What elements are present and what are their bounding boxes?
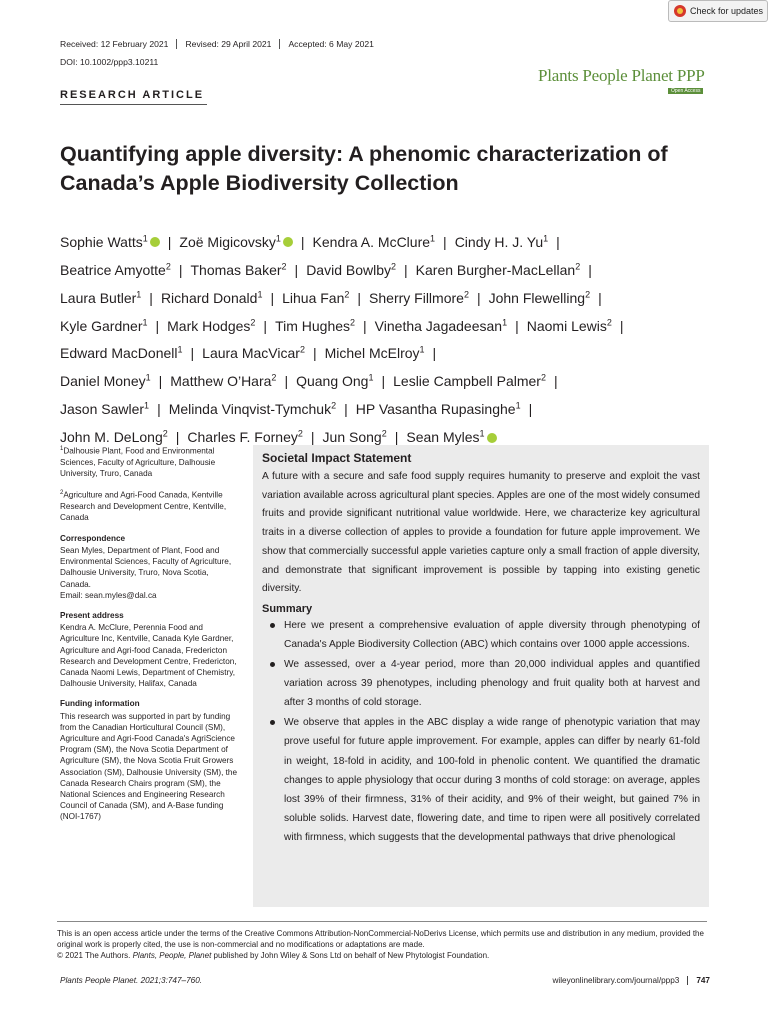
author-name[interactable] bbox=[167, 318, 255, 334]
author-affiliation-number: 1 bbox=[145, 372, 151, 383]
summary-heading: Summary bbox=[262, 602, 313, 615]
affiliation-2-number: 2 bbox=[60, 490, 64, 497]
author-separator: | bbox=[553, 373, 558, 390]
footer-url[interactable]: wileyonlinelibrary.com/journal/ppp3 bbox=[552, 976, 680, 985]
author-name[interactable] bbox=[190, 262, 286, 278]
author-name[interactable] bbox=[187, 429, 303, 445]
orcid-icon[interactable] bbox=[283, 237, 293, 247]
check-for-updates-label: Check for updates bbox=[690, 6, 764, 16]
open-access-badge: Open Access bbox=[668, 88, 703, 94]
affiliation-1 bbox=[60, 444, 238, 479]
author-name-text: Karen Burgher-MacLellan bbox=[415, 261, 576, 278]
author-name-text: HP Vasantha Rupasinghe bbox=[355, 401, 516, 418]
author-affiliation-number: 1 bbox=[275, 233, 281, 243]
author-name-text: Cindy H. J. Yu bbox=[454, 233, 544, 250]
author-name-text: David Bowlby bbox=[306, 261, 392, 278]
author-affiliation-number: 1 bbox=[515, 400, 521, 411]
author-name[interactable] bbox=[275, 318, 355, 334]
author-separator: | bbox=[432, 345, 437, 362]
article-info-column bbox=[60, 444, 238, 832]
author-separator: | bbox=[270, 289, 275, 306]
summary-item-text: We observe that apples in the ABC display a wide range of phenotypic variation that may prove useful for future apple improvement. For example, apples can differ by nearly 61-fold in weight, 18-fold in acidity, and 100-fold in phenolic content. We quantified the dramatic changes to apple physiology that occur during 3 months of cold storage: on average, apples lost 39% of their firmness, 31% of their acidity, and 9% of their weight, but gained 7% in soluble solids. Harvest date, flowering date, and time to ripen were all positively correlated with firmness, which suggests that the developmental pathways that drive phenological bbox=[284, 717, 700, 843]
author-name-text: Jason Sawler bbox=[60, 401, 145, 418]
author-separator: | bbox=[598, 289, 602, 306]
received-date: Received: 12 February 2021 bbox=[60, 39, 169, 49]
author-separator: | bbox=[190, 345, 195, 362]
author-affiliation-number: 1 bbox=[419, 344, 425, 355]
author-name[interactable] bbox=[356, 401, 521, 417]
author-name-text: Quang Ong bbox=[296, 373, 369, 390]
article-dates bbox=[60, 39, 382, 49]
author-separator: | bbox=[284, 373, 289, 390]
author-name-text: Beatrice Amyotte bbox=[60, 261, 166, 278]
author-name[interactable] bbox=[60, 318, 148, 334]
author-name[interactable] bbox=[170, 373, 276, 389]
author-name[interactable] bbox=[60, 262, 171, 278]
author-line bbox=[60, 394, 720, 422]
author-name[interactable] bbox=[202, 345, 305, 361]
author-name[interactable] bbox=[60, 373, 151, 389]
copyright-line bbox=[57, 950, 707, 961]
author-name-text: Naomi Lewis bbox=[526, 317, 607, 334]
summary-item-text: We assessed, over a 4-year period, more than 20,000 individual apples and quantified variation across 39 phenotypes, including phenology and fruit quality both at harvest and after 3 months of cold storage. bbox=[284, 659, 700, 709]
author-name[interactable] bbox=[179, 234, 292, 250]
doi-link[interactable]: DOI: 10.1002/ppp3.10211 bbox=[60, 57, 159, 67]
journal-logo-text: Plants People Planet PPP bbox=[538, 66, 705, 85]
author-separator: | bbox=[404, 261, 408, 278]
bullet-icon bbox=[270, 623, 275, 628]
author-affiliation-number: 2 bbox=[575, 260, 581, 271]
author-affiliation-number: 1 bbox=[430, 233, 436, 243]
author-name-text: Edward MacDonell bbox=[60, 345, 178, 362]
author-separator: | bbox=[167, 233, 172, 250]
author-name[interactable] bbox=[369, 290, 469, 306]
check-for-updates-button[interactable] bbox=[668, 0, 768, 22]
author-name[interactable] bbox=[416, 262, 581, 278]
author-affiliation-number: 1 bbox=[543, 233, 549, 243]
author-name-text: Charles F. Forney bbox=[187, 429, 298, 446]
copyright-prefix: © 2021 The Authors. bbox=[57, 951, 133, 961]
summary-list bbox=[262, 616, 700, 847]
author-affiliation-number: 2 bbox=[463, 288, 469, 299]
author-affiliation-number: 1 bbox=[502, 316, 508, 327]
author-separator: | bbox=[476, 289, 481, 306]
author-name[interactable] bbox=[325, 345, 425, 361]
author-affiliation-number: 2 bbox=[350, 316, 356, 327]
correspondence-text: Sean Myles, Department of Plant, Food and Environmental Sciences, Faculty of Agriculture, Dalhousie University, Truro, Nova Scotia, Canada. bbox=[60, 545, 232, 589]
accepted-date: Accepted: 6 May 2021 bbox=[279, 39, 382, 49]
author-separator: | bbox=[381, 373, 386, 390]
author-affiliation-number: 2 bbox=[381, 428, 387, 439]
author-affiliation-number: 2 bbox=[162, 428, 168, 439]
author-affiliation-number: 1 bbox=[177, 344, 183, 355]
author-separator: | bbox=[178, 261, 183, 278]
author-name[interactable] bbox=[527, 318, 612, 334]
present-address-text: Kendra A. McClure, Perennia Food and Agriculture Inc, Kentville, Canada Kyle Gardner, Agriculture and Agri-food Canada, Fredericton Research and Development Centre, Fredericton, Canada Naomi Lewis, Department of Chemistry, Dalhousie University, Halifax, Canada bbox=[60, 623, 237, 689]
author-separator: | bbox=[294, 261, 299, 278]
author-name-text: Jun Song bbox=[322, 429, 382, 446]
license-notice bbox=[57, 921, 707, 962]
author-line bbox=[60, 282, 720, 310]
license-text: This is an open access article under the terms of the Creative Commons Attribution-NonCommercial-NoDerivs License, which permits use and distribution in any medium, provided the original work is properly cited, the use is non-commercial and no modifications or adaptations are made. bbox=[57, 929, 704, 950]
author-affiliation-number: 2 bbox=[250, 316, 256, 327]
author-line bbox=[60, 310, 720, 338]
author-affiliation-number: 1 bbox=[136, 288, 142, 299]
copyright-journal: Plants, People, Planet bbox=[132, 951, 212, 961]
author-affiliation-number: 2 bbox=[540, 372, 546, 383]
article-type: RESEARCH ARTICLE bbox=[60, 89, 205, 101]
author-affiliation-number: 1 bbox=[144, 400, 150, 411]
author-affiliation-number: 2 bbox=[344, 288, 350, 299]
author-name-text: John Flewelling bbox=[488, 289, 586, 306]
affiliation-1-number: 1 bbox=[60, 446, 64, 452]
divider bbox=[60, 104, 207, 105]
author-name[interactable] bbox=[393, 373, 546, 389]
author-separator: | bbox=[619, 317, 624, 334]
author-name-text: Tim Hughes bbox=[275, 317, 351, 334]
author-name[interactable] bbox=[406, 429, 496, 445]
author-affiliation-number: 2 bbox=[331, 400, 337, 411]
affiliation-2-text: Agriculture and Agri-Food Canada, Kentville Research and Development Centre, Kentville, Canada bbox=[60, 491, 227, 523]
author-affiliation-number: 2 bbox=[606, 316, 612, 327]
author-name[interactable] bbox=[169, 401, 336, 417]
crossmark-icon bbox=[674, 5, 686, 17]
correspondence-email[interactable]: Email: sean.myles@dal.ca bbox=[60, 590, 157, 600]
funding-text: This research was supported in part by funding from the Canadian Horticultural Council (SM), Agriculture and Agri-Food Canada's AgriScience Program (SM), the Nova Scotia Department of Agriculture (SM), the Nova Scotia Fruit Growers Association (SM), Dalhousie University (SM), the Canada Research Chairs program (SM), the National Sciences and Engineering Research Council of Canada (SM), and A-Base funding (NOI-1767) bbox=[60, 711, 237, 822]
author-name[interactable] bbox=[60, 429, 168, 445]
author-name-text: Richard Donald bbox=[160, 289, 258, 306]
present-address-heading: Present address bbox=[60, 610, 124, 620]
author-separator: | bbox=[155, 317, 160, 334]
orcid-icon[interactable] bbox=[487, 433, 497, 443]
page-number: 747 bbox=[687, 976, 710, 985]
author-name-text: Lihua Fan bbox=[282, 289, 345, 306]
author-name-text: Sean Myles bbox=[406, 429, 480, 446]
author-affiliation-number: 2 bbox=[297, 428, 303, 439]
revised-date: Revised: 29 April 2021 bbox=[176, 39, 279, 49]
author-separator: | bbox=[556, 233, 560, 250]
author-affiliation-number: 2 bbox=[391, 260, 397, 271]
author-line bbox=[60, 226, 720, 254]
copyright-suffix: published by John Wiley & Sons Ltd on behalf of New Phytologist Foundation. bbox=[211, 951, 490, 961]
author-separator: | bbox=[528, 401, 533, 418]
summary-item-text: Here we present a comprehensive evaluation of apple diversity through phenotyping of Canada's Apple Biodiversity Collection (ABC) which contains over 1000 apple accessions. bbox=[284, 619, 700, 651]
author-separator: | bbox=[344, 401, 348, 418]
author-name[interactable] bbox=[282, 290, 349, 306]
author-separator: | bbox=[312, 345, 317, 362]
author-name[interactable] bbox=[161, 290, 263, 306]
author-list bbox=[60, 226, 720, 450]
author-separator: | bbox=[157, 401, 161, 418]
footer-citation: Plants People Planet. 2021;3:747–760. bbox=[60, 976, 203, 985]
author-separator: | bbox=[363, 317, 367, 334]
author-name-text: Leslie Campbell Palmer bbox=[393, 373, 541, 390]
bullet-icon bbox=[270, 662, 275, 667]
author-name-text: Kyle Gardner bbox=[60, 317, 143, 334]
author-name-text: Daniel Money bbox=[60, 373, 146, 390]
affiliation-1-text: Dalhousie Plant, Food and Environmental Sciences, Faculty of Agriculture, Dalhousie University, Truro, Canada bbox=[60, 446, 216, 479]
correspondence-heading: Correspondence bbox=[60, 533, 126, 543]
author-separator: | bbox=[357, 289, 362, 306]
author-line bbox=[60, 366, 720, 394]
author-name[interactable] bbox=[375, 318, 507, 334]
author-affiliation-number: 2 bbox=[271, 372, 277, 383]
author-name-text: Vinetha Jagadeesan bbox=[374, 317, 503, 334]
author-name[interactable] bbox=[313, 234, 436, 250]
footer-right bbox=[553, 976, 711, 985]
author-separator: | bbox=[263, 317, 268, 334]
author-affiliation-number: 2 bbox=[281, 260, 287, 271]
author-affiliation-number: 1 bbox=[368, 372, 374, 383]
author-separator: | bbox=[443, 233, 447, 250]
author-name[interactable] bbox=[455, 234, 548, 250]
bullet-icon bbox=[270, 720, 275, 725]
author-name-text: Sherry Fillmore bbox=[369, 289, 464, 306]
author-name[interactable] bbox=[60, 345, 183, 361]
author-name-text: Kendra A. McClure bbox=[312, 233, 431, 250]
author-affiliation-number: 2 bbox=[165, 260, 171, 271]
funding-information bbox=[60, 698, 238, 822]
author-affiliation-number: 1 bbox=[142, 316, 148, 327]
journal-logo[interactable] bbox=[538, 66, 710, 98]
author-name-text: Zoë Migicovsky bbox=[179, 233, 276, 250]
orcid-icon[interactable] bbox=[150, 237, 160, 247]
impact-text: A future with a secure and safe food supply requires humanity to preserve and exploit the vast variation available across agricultural plant species. Apples are one of the most widely consumed fruits and provide significant nutritional value worldwide. Here, we characterize key agricultural traits in a diverse collection of apples to provide a foundation for future apple improvement. We show that commercially successful apple varieties capture only a small fraction of apple diversity, and demonstrate that significant improvement is possible by tapping into existing genetic diversity. bbox=[262, 471, 700, 595]
author-line bbox=[60, 338, 720, 366]
abstract-box bbox=[253, 445, 709, 907]
author-name[interactable] bbox=[306, 262, 396, 278]
author-separator: | bbox=[158, 373, 163, 390]
author-name[interactable] bbox=[296, 373, 373, 389]
author-separator: | bbox=[310, 429, 315, 446]
author-name-text: Thomas Baker bbox=[190, 261, 282, 278]
author-name[interactable] bbox=[60, 290, 141, 306]
author-separator: | bbox=[149, 289, 153, 306]
author-name[interactable] bbox=[489, 290, 591, 306]
author-name-text: Michel McElroy bbox=[324, 345, 420, 362]
author-separator: | bbox=[300, 233, 305, 250]
author-name-text: Laura Butler bbox=[60, 289, 137, 306]
author-affiliation-number: 1 bbox=[142, 233, 148, 243]
author-name[interactable] bbox=[323, 429, 387, 445]
author-name-text: Melinda Vinqvist-Tymchuk bbox=[168, 401, 332, 418]
article-title: Quantifying apple diversity: A phenomic characterization of Canada’s Apple Biodiversity Collection bbox=[60, 142, 668, 195]
author-separator: | bbox=[588, 261, 592, 278]
author-name[interactable] bbox=[60, 234, 160, 250]
author-affiliation-number: 2 bbox=[299, 344, 305, 355]
correspondence bbox=[60, 533, 238, 601]
funding-heading: Funding information bbox=[60, 699, 140, 709]
summary-item bbox=[262, 655, 700, 712]
author-name[interactable] bbox=[60, 401, 149, 417]
author-separator: | bbox=[175, 429, 180, 446]
author-name-text: Laura MacVicar bbox=[202, 345, 300, 362]
author-name-text: Sophie Watts bbox=[60, 233, 143, 250]
author-name-text: John M. DeLong bbox=[60, 429, 163, 446]
author-separator: | bbox=[515, 317, 519, 334]
author-affiliation-number: 1 bbox=[479, 428, 485, 439]
impact-heading: Societal Impact Statement bbox=[262, 451, 412, 465]
affiliation-2 bbox=[60, 488, 238, 523]
author-name-text: Matthew O’Hara bbox=[170, 373, 272, 390]
summary-item bbox=[262, 616, 700, 654]
author-affiliation-number: 1 bbox=[257, 288, 263, 299]
author-name-text: Mark Hodges bbox=[167, 317, 251, 334]
author-affiliation-number: 2 bbox=[585, 288, 591, 299]
present-address bbox=[60, 610, 238, 689]
author-line bbox=[60, 254, 720, 282]
author-separator: | bbox=[394, 429, 399, 446]
summary-item bbox=[262, 713, 700, 847]
